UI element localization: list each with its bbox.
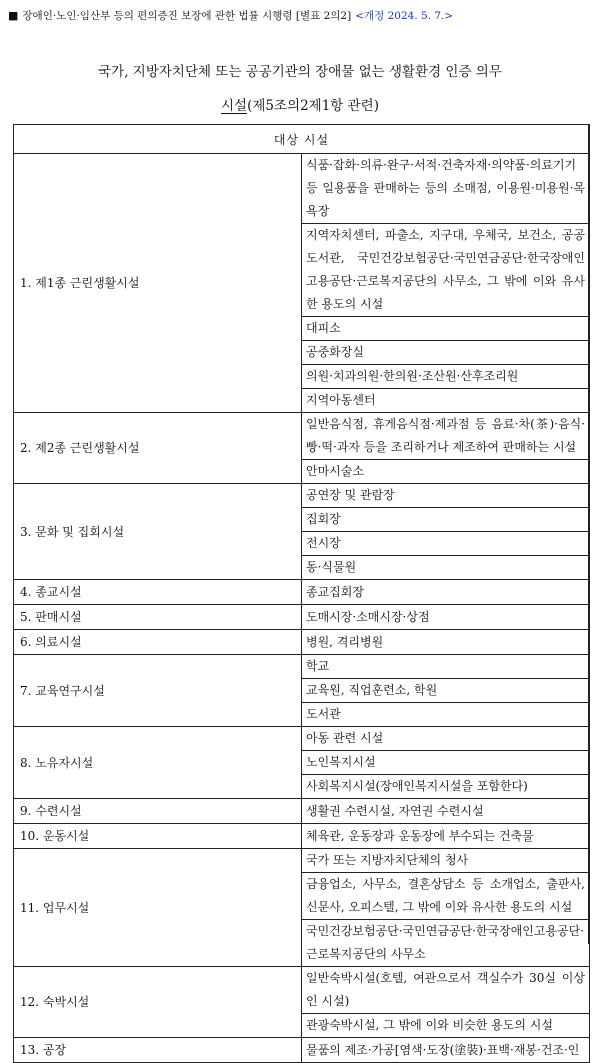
facility-cell: 전시장: [302, 532, 590, 556]
facility-table-body: [14, 154, 590, 1063]
table-row: [14, 799, 590, 824]
facility-cell: 안마시술소: [302, 460, 590, 484]
category-cell: 12. 숙박시설: [14, 967, 302, 1038]
category-cell: 2. 제2종 근린생활시설: [14, 413, 302, 484]
facility-cell: 국가 또는 지방자치단체의 청사: [302, 849, 590, 873]
table-row: [14, 580, 590, 605]
header-law-reference: 장애인·노인·임산부 등의 편의증진 보장에 관한 법률 시행령 [별표 2의2]: [22, 10, 352, 22]
facility-cell: 생활권 수련시설, 자연권 수련시설: [302, 799, 590, 824]
facility-cell: 물품의 제조·가공[염색·도장(塗裝)·표백·재봉·건조·인: [302, 1038, 590, 1063]
table-row: [14, 967, 590, 1014]
category-cell: 9. 수련시설: [14, 799, 302, 824]
facility-cell: 일반숙박시설(호텔, 여관으로서 객실수가 30실 이상인 시설): [302, 967, 590, 1014]
facility-cell: 공중화장실: [302, 341, 590, 365]
facility-cell: 아동 관련 시설: [302, 727, 590, 751]
category-cell: 4. 종교시설: [14, 580, 302, 605]
table-row: [14, 849, 590, 873]
table-header-row: [14, 125, 590, 154]
facility-cell: 도서관: [302, 703, 590, 727]
table-row: [14, 727, 590, 751]
table-header-cell: 대상 시설: [14, 125, 590, 154]
facility-cell: 공연장 및 관람장: [302, 484, 590, 508]
facility-cell: 의원·치과의원·한의원·조산원·산후조리원: [302, 365, 590, 389]
category-cell: 11. 업무시설: [14, 849, 302, 967]
facility-cell: 노인복지시설: [302, 751, 590, 775]
facility-cell: 식품·잡화·의류·완구·서적·건축자재·의약품·의료기기 등 일용품을 판매하는 등의 소매점, 이용원·미용원·목욕장: [302, 154, 590, 224]
square-bullet-icon: ■: [8, 9, 19, 22]
facility-cell: 학교: [302, 655, 590, 679]
category-cell: 7. 교육연구시설: [14, 655, 302, 727]
facility-table: [13, 124, 590, 1063]
title-article-reference: (제5조의2제1항 관련): [247, 98, 379, 114]
category-cell: 8. 노유자시설: [14, 727, 302, 799]
table-row: [14, 154, 590, 224]
facility-cell: 일반음식점, 휴게음식점·제과점 등 음료·차(茶)·음식·빵·떡·과자 등을 조리하거나 제조하여 판매하는 시설: [302, 413, 590, 460]
facility-cell: 국민건강보험공단·국민연금공단·한국장애인고용공단·근로복지공단의 사무소: [302, 920, 590, 967]
facility-cell: 병원, 격리병원: [302, 630, 590, 655]
document-header: [8, 6, 592, 26]
facility-cell: 체육관, 운동장과 운동장에 부수되는 건축물: [302, 824, 590, 849]
category-cell: 3. 문화 및 집회시설: [14, 484, 302, 580]
facility-cell: 지역자치센터, 파출소, 지구대, 우체국, 보건소, 공공도서관, 국민건강보험공단·국민연금공단·한국장애인고용공단·근로복지공단의 사무소, 그 밖에 이와 유사한 용도의 시설: [302, 224, 590, 317]
table-row: [14, 484, 590, 508]
category-cell: 5. 판매시설: [14, 605, 302, 630]
table-row: [14, 413, 590, 460]
table-row: [14, 630, 590, 655]
facility-cell: 종교집회장: [302, 580, 590, 605]
facility-cell: 동·식물원: [302, 556, 590, 580]
facility-cell: 지역아동센터: [302, 389, 590, 413]
category-cell: 13. 공장: [14, 1038, 302, 1063]
table-row: [14, 605, 590, 630]
document-title-line2: [0, 94, 600, 114]
facility-cell: 금융업소, 사무소, 결혼상담소 등 소개업소, 출판사, 신문사, 오피스텔, 그 밖에 이와 유사한 용도의 시설: [302, 873, 590, 920]
table-row: [14, 1038, 590, 1063]
facility-cell: 대피소: [302, 317, 590, 341]
table-row: [14, 655, 590, 679]
title-underlined-word: 시설: [221, 98, 248, 114]
facility-cell: 교육원, 직업훈련소, 학원: [302, 679, 590, 703]
category-cell: 6. 의료시설: [14, 630, 302, 655]
category-cell: 1. 제1종 근린생활시설: [14, 154, 302, 413]
facility-cell: 집회장: [302, 508, 590, 532]
amendment-link[interactable]: <개정 2024. 5. 7.>: [355, 10, 454, 22]
document-title-line1: 국가, 지방자치단체 또는 공공기관의 장애물 없는 생활환경 인증 의무: [98, 64, 502, 80]
table-row: [14, 824, 590, 849]
facility-cell: 관광숙박시설, 그 밖에 이와 비슷한 용도의 시설: [302, 1014, 590, 1038]
facility-cell: 도매시장·소매시장·상점: [302, 605, 590, 630]
facility-cell: 사회복지시설(장애인복지시설을 포함한다): [302, 775, 590, 799]
category-cell: 10. 운동시설: [14, 824, 302, 849]
